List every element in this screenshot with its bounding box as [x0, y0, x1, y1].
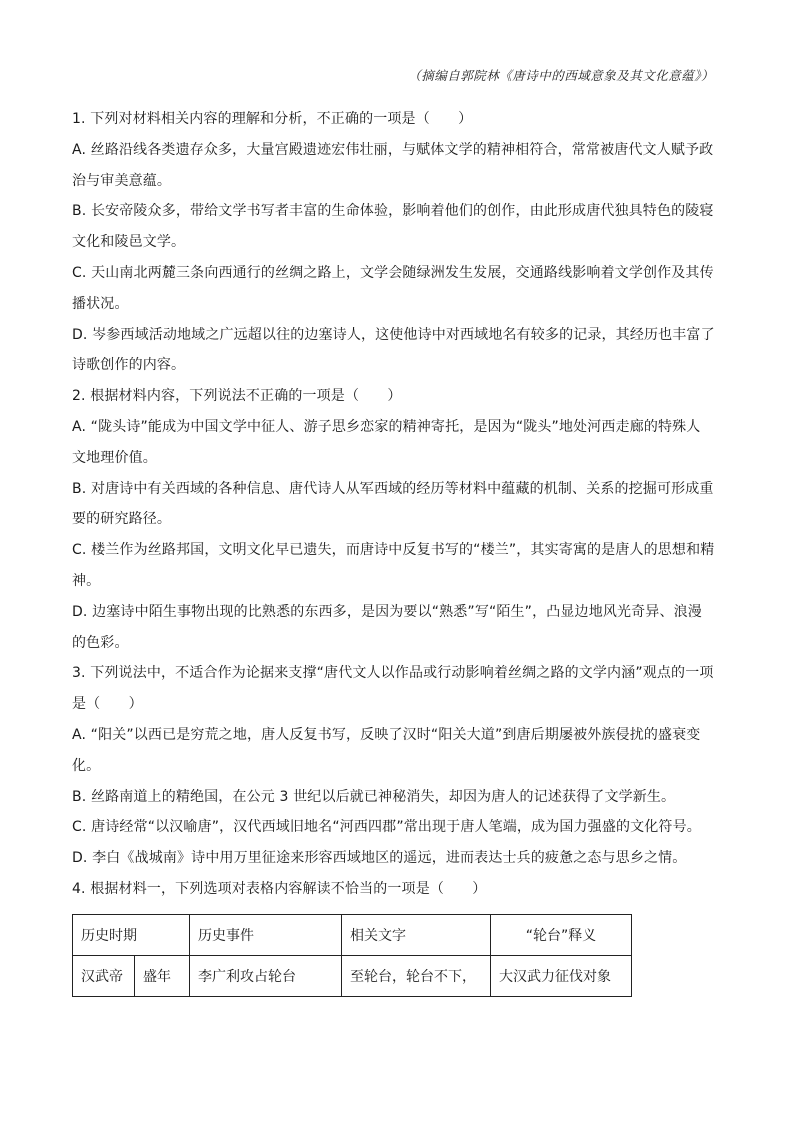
question-text [72, 104, 722, 905]
text-line: 是（ ） [72, 696, 143, 713]
text-line: C. 楼兰作为丝路邦国，文明文化早已遗失，而唐诗中反复书写的“楼兰”，其实寄寓的是唐人的思想和精 [72, 542, 715, 559]
text-line: A. 丝路沿线各类遗存众多，大量宫殿遗迹宏伟壮丽，与赋体文学的精神相符合，常常被唐代文人赋予政 [72, 141, 714, 158]
text-line: B. 对唐诗中有关西域的各种信息、唐代诗人从军西域的经历等材料中蕴藏的机制、关系的挖掘可形成重 [72, 480, 714, 497]
table-header-cell: 历史时期 [73, 915, 190, 956]
table-cell: 盛年 [135, 956, 190, 997]
table-cell: 汉武帝 [73, 956, 135, 997]
table-cell: 李广利攻占轮台 [190, 956, 342, 997]
table-cell: 至轮台，轮台不下， [342, 956, 491, 997]
text-line: D. 李白《战城南》诗中用万里征途来形容西域地区的遥远，进而表达士兵的疲惫之态与思乡之情。 [72, 850, 687, 867]
text-line: 1. 下列对材料相关内容的理解和分析，不正确的一项是（ ） [72, 111, 473, 127]
text-line: C. 唐诗经常“以汉喻唐”，汉代西域旧地名“河西四郡”常出现于唐人笔端，成为国力强盛的文化符号。 [72, 819, 701, 836]
text-line: B. 长安帝陵众多，带给文学书写者丰富的生命体验，影响着他们的创作，由此形成唐代独具特色的陵寝 [72, 203, 714, 220]
history-table [72, 914, 632, 997]
text-line: 的色彩。 [72, 634, 129, 651]
source-citation: （摘编自郭院林《唐诗中的西域意象及其文化意蕴》） [408, 68, 714, 83]
text-line: C. 天山南北两麓三条向西通行的丝绸之路上，文学会随绿洲发生发展，交通路线影响着文学创作及其传 [72, 264, 714, 281]
text-line: 4. 根据材料一，下列选项对表格内容解读不恰当的一项是（ ） [72, 880, 487, 897]
text-line: 2. 根据材料内容，下列说法不正确的一项是（ ） [72, 388, 402, 405]
text-line: 要的研究路径。 [72, 511, 172, 528]
text-line: 文化和陵邑文学。 [72, 234, 186, 251]
text-line: A. “陇头诗”能成为中国文学中征人、游子思乡恋家的精神寄托，是因为“陇头”地处河西走廊的特殊人 [72, 418, 701, 435]
table-cell: 大汉武力征伐对象 [491, 956, 632, 997]
text-line: 文地理价值。 [72, 449, 157, 466]
table-header-cell: 相关文字 [342, 915, 491, 956]
table-header-cell: “轮台”释义 [491, 915, 632, 956]
table-header-cell: 历史事件 [190, 915, 342, 956]
table-row [73, 956, 632, 997]
text-line: A. “阳关”以西已是穷荒之地，唐人反复书写，反映了汉时“阳关大道”到唐后期屡被外族侵扰的盛衰变 [72, 726, 701, 743]
table-header-row [73, 915, 632, 956]
text-line: 3. 下列说法中，不适合作为论据来支撑“唐代文人以作品或行动影响着丝绸之路的文学内涵”观点的一项 [72, 665, 714, 682]
text-line: 诗歌创作的内容。 [72, 357, 186, 374]
text-line: 播状况。 [72, 295, 129, 312]
text-line: 治与审美意蕴。 [72, 172, 172, 189]
text-line: 化。 [72, 757, 101, 774]
text-line: D. 边塞诗中陌生事物出现的比熟悉的东西多，是因为要以“熟悉”写“陌生”，凸显边地风光奇异、浪漫 [72, 603, 702, 620]
text-line: 神。 [72, 572, 101, 589]
text-line: D. 岑参西域活动地域之广远超以往的边塞诗人，这使他诗中对西域地名有较多的记录，其经历也丰富了 [72, 326, 715, 343]
text-line: B. 丝路南道上的精绝国，在公元 3 世纪以后就已神秘消失，却因为唐人的记述获得了文学新生。 [72, 788, 676, 805]
